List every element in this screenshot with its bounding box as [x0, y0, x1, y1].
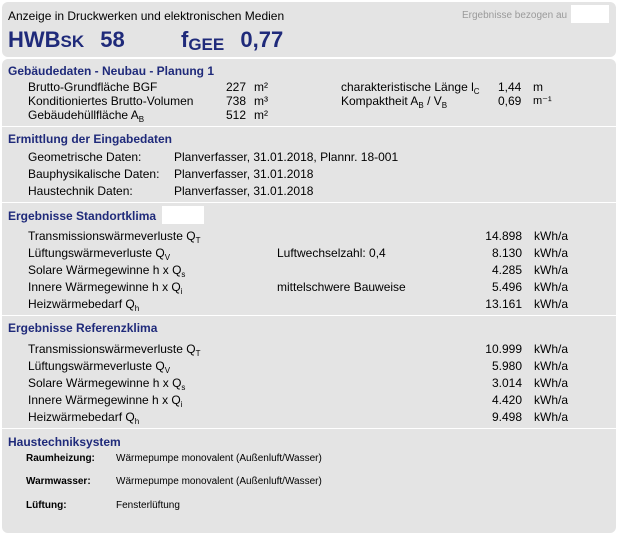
standort-label-sub: h [134, 304, 140, 313]
standort-label: Solare Wärmegewinne h x Q [28, 263, 182, 277]
haustechnik-value: Wärmepumpe monovalent (Außenluft/Wasser) [116, 453, 322, 464]
standort-note: mittelschwere Bauweise [277, 280, 406, 294]
gebaeude-right-value: 1,44 [498, 80, 522, 94]
section-title-standort: Ergebnisse Standortklima [8, 209, 157, 223]
gebaeude-unit: m² [254, 108, 268, 122]
gebaeude-right-unit: m [533, 80, 543, 94]
referenz-label-sub: h [134, 417, 140, 426]
haustechnik-label: Lüftung: [26, 500, 67, 511]
gebaeude-right-label-mid: / V [423, 94, 442, 108]
gebaeude-label: Gebäudehüllfläche A [28, 108, 139, 122]
header-redaction [571, 5, 609, 23]
gebaeude-right-row [341, 80, 561, 94]
haustechnik-value: Fensterlüftung [116, 500, 180, 511]
header-right-note: Ergebnisse bezogen au [462, 10, 568, 21]
divider-3 [2, 315, 616, 316]
gebaeude-right-label-sub2: B [441, 101, 448, 110]
hwb-indicator [8, 27, 125, 53]
eingabe-value: Planverfasser, 31.01.2018, Plannr. 18-001 [174, 150, 399, 164]
referenz-label-sub: V [164, 366, 171, 375]
gebaeude-right-row [341, 94, 561, 108]
standort-label: Heizwärmebedarf Q [28, 297, 135, 311]
hwb-value: 58 [100, 27, 125, 52]
gebaeude-value: 738 [226, 94, 247, 108]
standort-unit: kWh/a [534, 263, 569, 277]
gebaeude-row [28, 94, 288, 108]
referenz-value: 9.498 [491, 410, 522, 424]
gebaeude-right-label-sub: B [418, 101, 424, 110]
fgee-label: f [181, 27, 189, 52]
standort-row [28, 280, 578, 294]
referenz-label-sub: T [195, 349, 201, 358]
standort-label-sub: T [195, 236, 201, 245]
referenz-unit: kWh/a [534, 342, 569, 356]
referenz-label: Solare Wärmegewinne h x Q [28, 376, 182, 390]
standort-label-sub: s [181, 270, 186, 279]
gebaeude-label: Konditioniertes Brutto-Volumen [28, 94, 194, 108]
standort-unit: kWh/a [534, 229, 569, 243]
referenz-label: Heizwärmebedarf Q [28, 410, 135, 424]
haustechnik-row [26, 500, 446, 511]
referenz-label-sub: s [181, 383, 186, 392]
standort-unit: kWh/a [534, 280, 569, 294]
standort-value: 5.496 [491, 280, 522, 294]
eingabe-label: Haustechnik Daten: [28, 184, 133, 198]
standort-redaction [162, 206, 204, 224]
gebaeude-right-label-sub: C [473, 87, 480, 96]
referenz-label: Transmissionswärmeverluste Q [28, 342, 196, 356]
standort-label: Lüftungswärmeverluste Q [28, 246, 165, 260]
eingabe-value: Planverfasser, 31.01.2018 [174, 167, 314, 181]
standort-unit: kWh/a [534, 297, 569, 311]
referenz-value: 4.420 [491, 393, 522, 407]
standort-value: 13.161 [485, 297, 522, 311]
referenz-label: Lüftungswärmeverluste Q [28, 359, 165, 373]
header-caption: Anzeige in Druckwerken und elektronischen Medien [8, 9, 285, 23]
standort-label: Transmissionswärmeverluste Q [28, 229, 196, 243]
referenz-unit: kWh/a [534, 359, 569, 373]
gebaeude-label-sub: B [138, 115, 145, 124]
haustechnik-label: Raumheizung: [26, 453, 95, 464]
referenz-row [28, 376, 578, 390]
standort-row [28, 246, 578, 260]
fgee-sub: GEE [188, 35, 225, 54]
gebaeude-label: Brutto-Grundfläche BGF [28, 80, 158, 94]
haustechnik-row [26, 453, 446, 464]
gebaeude-unit: m² [254, 80, 268, 94]
section-title-haustechnik: Haustechniksystem [8, 435, 121, 449]
standort-value: 4.285 [491, 263, 522, 277]
divider-4 [2, 428, 616, 429]
referenz-value: 10.999 [485, 342, 522, 356]
referenz-row [28, 393, 578, 407]
divider-1 [2, 126, 616, 127]
gebaeude-right-label: charakteristische Länge l [341, 80, 474, 94]
gebaeude-row [28, 80, 288, 94]
referenz-value: 5.980 [491, 359, 522, 373]
standort-unit: kWh/a [534, 246, 569, 260]
referenz-value: 3.014 [491, 376, 522, 390]
standort-value: 8.130 [491, 246, 522, 260]
eingabe-row [28, 167, 448, 181]
gebaeude-right-value: 0,69 [498, 94, 522, 108]
referenz-unit: kWh/a [534, 410, 569, 424]
eingabe-row [28, 184, 448, 198]
eingabe-label: Geometrische Daten: [28, 150, 142, 164]
gebaeude-row [28, 108, 288, 122]
referenz-unit: kWh/a [534, 376, 569, 390]
haustechnik-value: Wärmepumpe monovalent (Außenluft/Wasser) [116, 476, 322, 487]
fgee-value: 0,77 [240, 27, 284, 52]
fgee-indicator [181, 27, 283, 53]
standort-row [28, 263, 578, 277]
referenz-row [28, 342, 578, 356]
eingabe-row [28, 150, 448, 164]
eingabe-label: Bauphysikalische Daten: [28, 167, 160, 181]
gebaeude-right-unit: m⁻¹ [533, 95, 552, 107]
hwb-label: HWB [8, 27, 61, 52]
standort-row [28, 297, 578, 311]
section-title-gebaeude: Gebäudedaten - Neubau - Planung 1 [8, 64, 215, 78]
standort-label: Innere Wärmegewinne h x Q [28, 280, 181, 294]
haustechnik-row [26, 476, 446, 487]
divider-2 [2, 202, 616, 203]
referenz-label: Innere Wärmegewinne h x Q [28, 393, 181, 407]
eingabe-value: Planverfasser, 31.01.2018 [174, 184, 314, 198]
gebaeude-right-label: Kompaktheit A [341, 94, 419, 108]
gebaeude-value: 512 [226, 108, 247, 122]
referenz-row [28, 359, 578, 373]
standort-label-sub: V [164, 253, 171, 262]
referenz-unit: kWh/a [534, 393, 569, 407]
section-title-referenz: Ergebnisse Referenzklima [8, 321, 158, 335]
gebaeude-unit: m³ [254, 94, 268, 108]
standort-value: 14.898 [485, 229, 522, 243]
referenz-row [28, 410, 578, 424]
hwb-sub: SK [60, 32, 85, 51]
section-title-eingabe: Ermittlung der Eingabedaten [8, 132, 173, 146]
standort-label-sub: i [180, 287, 183, 296]
standort-note: Luftwechselzahl: 0,4 [277, 246, 386, 260]
referenz-label-sub: i [180, 400, 183, 409]
haustechnik-label: Warmwasser: [26, 476, 91, 487]
gebaeude-value: 227 [226, 80, 247, 94]
standort-row [28, 229, 578, 243]
